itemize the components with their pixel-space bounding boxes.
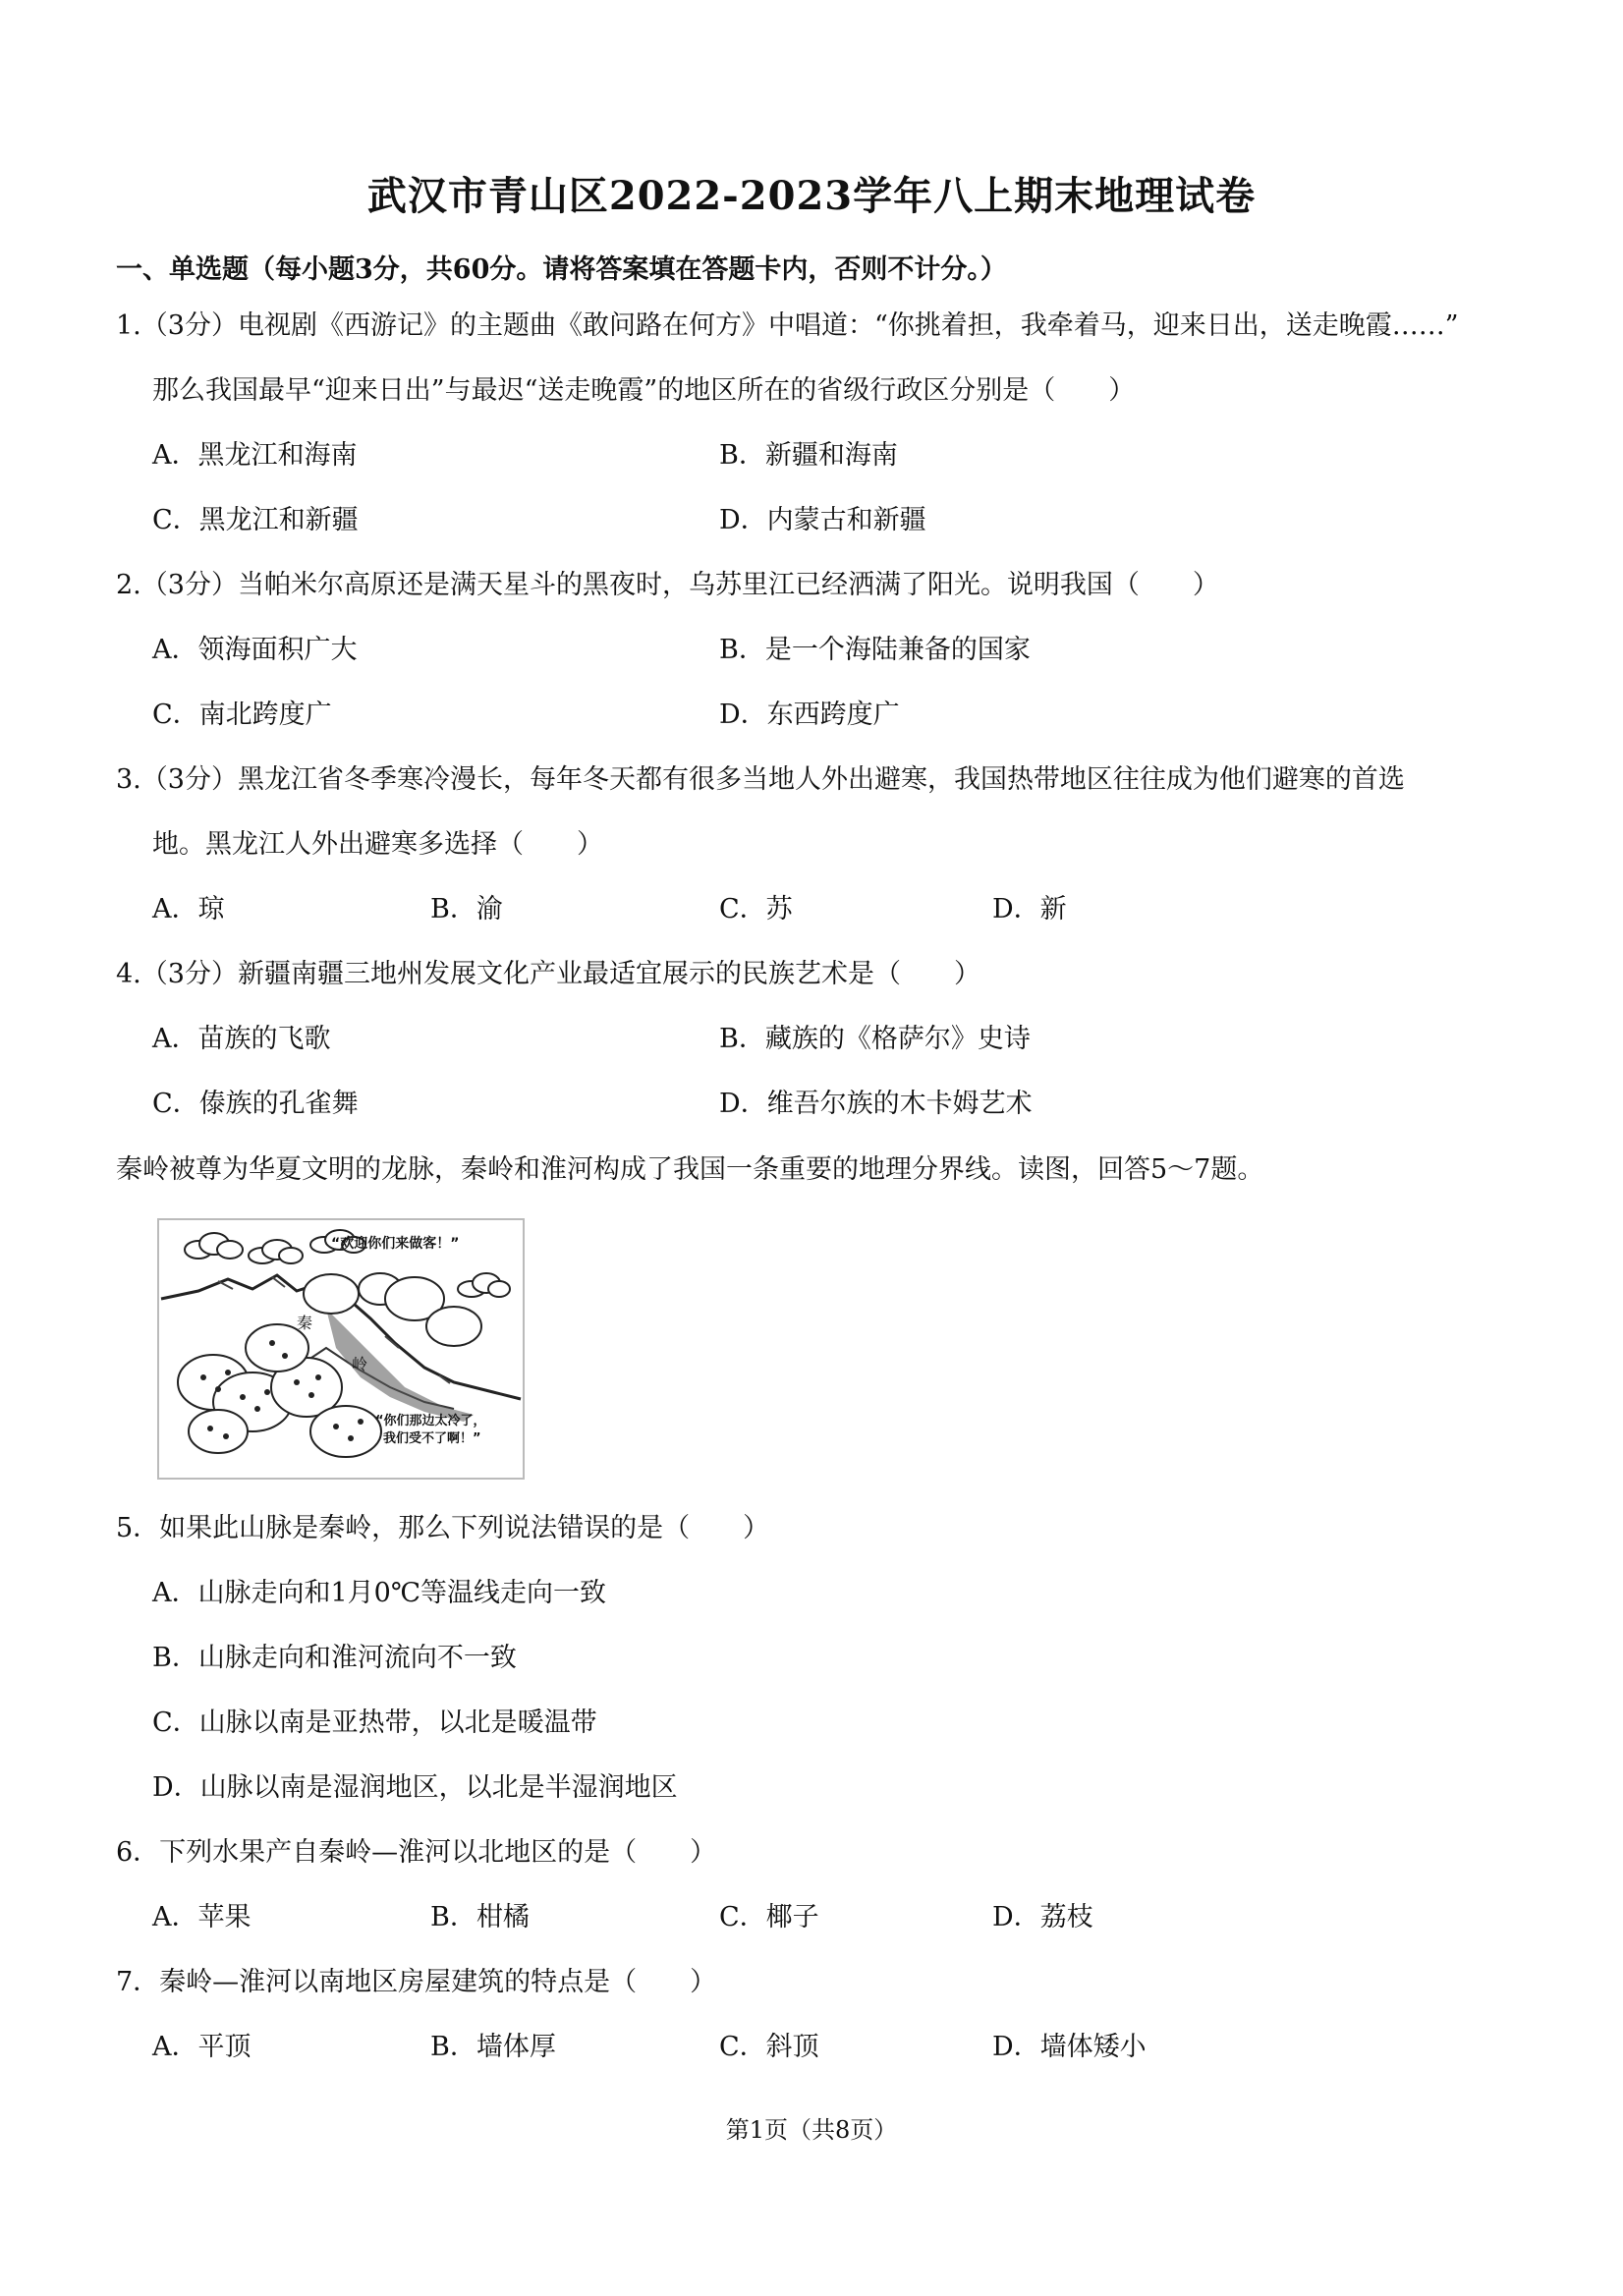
question-3-option-b: B．渝 (430, 894, 503, 924)
question-6-option-a: A．苹果 (152, 1902, 252, 1932)
question-6-line-1: 6．下列水果产自秦岭—淮河以北地区的是（ ） (116, 1837, 717, 1868)
question-6-option-d: D．荔枝 (992, 1902, 1093, 1932)
page-title: 武汉市青山区2022-2023学年八上期末地理试卷 (366, 173, 1257, 219)
page-footer: 第1页（共8页） (725, 2116, 898, 2144)
question-7-line-1: 7．秦岭—淮河以南地区房屋建筑的特点是（ ） (116, 1967, 717, 1997)
question-6-option-c: C．椰子 (719, 1902, 819, 1932)
question-1-option-b: B．新疆和海南 (719, 440, 898, 471)
question-5-option-b: B．山脉走向和淮河流向不一致 (152, 1643, 517, 1673)
question-7-option-d: D．墙体矮小 (992, 2032, 1147, 2062)
question-5-option-c: C．山脉以南是亚热带，以北是暖温带 (152, 1708, 597, 1738)
qinling-illustration (157, 1218, 525, 1480)
question-4-option-c: C．傣族的孔雀舞 (152, 1089, 359, 1119)
question-2-line-1: 2.（3分）当帕米尔高原还是满天星斗的黑夜时，乌苏里江已经洒满了阳光。说明我国（ ） (116, 570, 1219, 600)
question-4-option-a: A．苗族的飞歌 (152, 1024, 331, 1054)
section-heading: 一、单选题（每小题3分，共60分。请将答案填在答题卡内，否则不计分。） (116, 254, 1007, 285)
question-3-option-c: C．苏 (719, 894, 793, 924)
question-1-option-a: A．黑龙江和海南 (152, 440, 358, 471)
question-2-option-d: D．东西跨度广 (719, 700, 900, 730)
question-2-option-b: B．是一个海陆兼备的国家 (719, 635, 1031, 665)
question-5-line-1: 5．如果此山脉是秦岭，那么下列说法错误的是（ ） (116, 1513, 770, 1543)
tree-icon (304, 1273, 481, 1346)
question-1-option-c: C．黑龙江和新疆 (152, 505, 359, 535)
speech-bubble-bottom-1: “你们那边太冷了， (375, 1414, 486, 1428)
question-3-option-d: D．新 (992, 894, 1067, 924)
question-6-option-b: B．柑橘 (430, 1902, 530, 1932)
label-qin: 秦 (297, 1314, 313, 1332)
question-2-option-c: C．南北跨度广 (152, 700, 332, 730)
question-1-line-2: 那么我国最早“迎来日出”与最迟“送走晚霞”的地区所在的省级行政区分别是（ ） (152, 375, 1136, 406)
question-4-option-d: D．维吾尔族的木卡姆艺术 (719, 1089, 1033, 1119)
passage-intro: 秦岭被尊为华夏文明的龙脉，秦岭和淮河构成了我国一条重要的地理分界线。读图，回答5～7题。 (116, 1154, 1264, 1185)
question-5-option-a: A．山脉走向和1月0℃等温线走向一致 (152, 1578, 607, 1608)
question-7-option-a: A．平顶 (152, 2032, 252, 2062)
question-2-option-a: A．领海面积广大 (152, 635, 358, 665)
speech-bubble-top: “欢迎你们来做客！” (331, 1236, 460, 1252)
question-3-line-1: 3.（3分）黑龙江省冬季寒冷漫长，每年冬天都有很多当地人外出避寒，我国热带地区往往成为他们避寒的首选 (116, 764, 1405, 795)
question-1-option-d: D．内蒙古和新疆 (719, 505, 926, 535)
label-ling: 岭 (352, 1355, 368, 1373)
question-5-option-d: D．山脉以南是湿润地区，以北是半湿润地区 (152, 1772, 678, 1803)
question-4-option-b: B．藏族的《格萨尔》史诗 (719, 1024, 1031, 1054)
question-3-line-2: 地。黑龙江人外出避寒多选择（ ） (152, 829, 603, 860)
question-1-line-1: 1.（3分）电视剧《西游记》的主题曲《敢问路在何方》中唱道：“你挑着担，我牵着马，迎来日出，送走晚霞……” (116, 310, 1459, 341)
question-3-option-a: A．琼 (152, 894, 225, 924)
speech-bubble-bottom-2: 我们受不了啊！” (383, 1431, 481, 1446)
question-4-line-1: 4.（3分）新疆南疆三地州发展文化产业最适宜展示的民族艺术是（ ） (116, 959, 980, 989)
question-7-option-b: B．墙体厚 (430, 2032, 556, 2062)
question-7-option-c: C．斜顶 (719, 2032, 819, 2062)
